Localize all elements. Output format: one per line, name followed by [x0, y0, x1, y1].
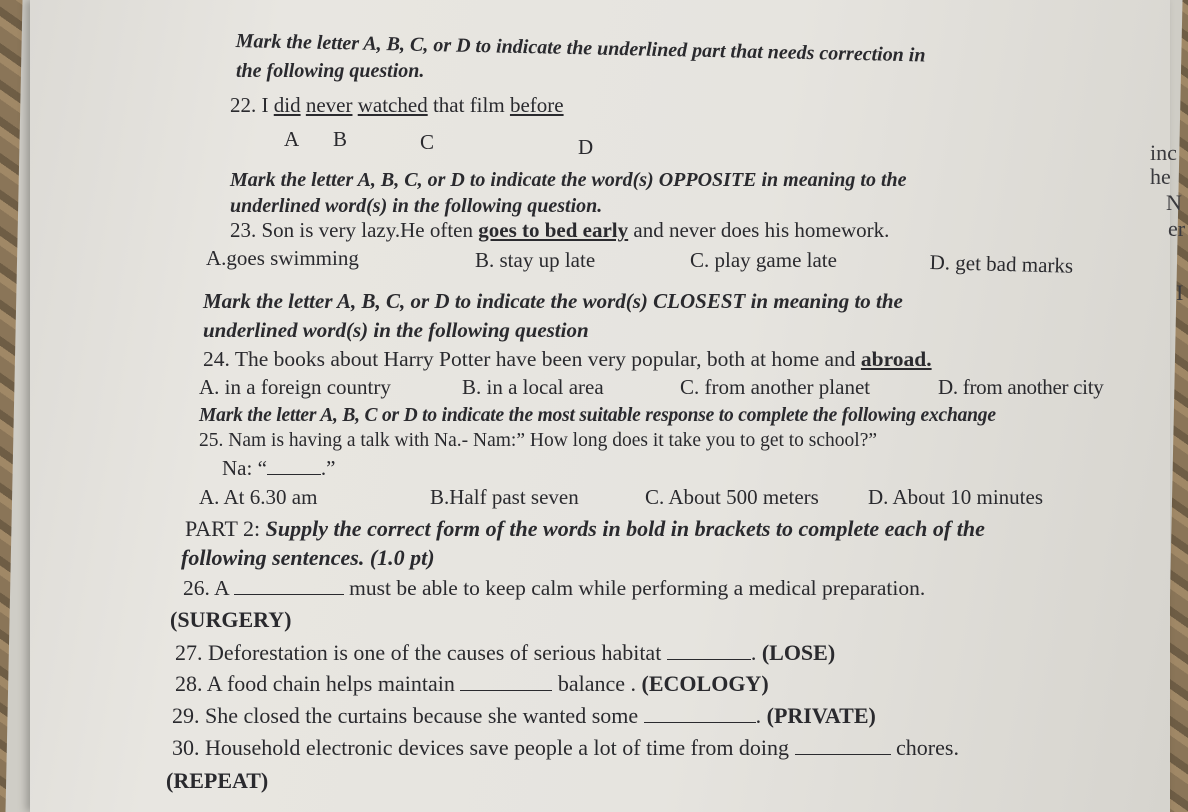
q22-underlined-b: never: [305, 93, 353, 117]
q25-option-b: B.Half past seven: [430, 485, 579, 509]
q29-blank[interactable]: [644, 706, 756, 723]
q24-option-a: A. in a foreign country: [199, 375, 391, 399]
q22-word-1: I: [261, 93, 269, 117]
question-29: [172, 703, 876, 729]
q28-word: (ECOLOGY): [641, 671, 769, 696]
question-25: 25. Nam is having a talk with Na.- Nam:” How long does it take you to get to school?”: [199, 430, 878, 451]
part2-title-line1: [185, 516, 985, 542]
instruction-q23-line1: Mark the letter A, B, C, or D to indicate the word(s) OPPOSITE in meaning to the: [230, 169, 907, 191]
q25-na-prefix: Na: “: [222, 456, 267, 480]
q24-option-c: C. from another planet: [680, 375, 871, 399]
q22-label-a: A: [284, 127, 300, 151]
q25-na-line: [222, 456, 335, 481]
q22-underlined-a: did: [273, 93, 301, 117]
q24-option-d: D. from another city: [938, 375, 1104, 399]
question-23: [230, 218, 889, 243]
q30-blank[interactable]: [795, 738, 891, 755]
facing-page-fragment-2: he: [1150, 164, 1171, 189]
q26-stem: 26. A: [183, 576, 229, 600]
q22-label-b: B: [333, 127, 348, 151]
q24-stem: 24. The books about Harry Potter have been very popular, both at home and: [203, 347, 856, 371]
q25-blank[interactable]: [267, 458, 321, 475]
q25-option-d: D. About 10 minutes: [868, 485, 1044, 509]
facing-page-fragment-5: I: [1176, 280, 1184, 305]
q29-stem: 29. She closed the curtains because she wanted some: [172, 703, 639, 728]
q30-word: (REPEAT): [166, 768, 269, 793]
q27-blank[interactable]: [667, 643, 751, 660]
q25-na-suffix: .”: [320, 456, 336, 480]
instruction-q22-line2: the following question.: [236, 60, 425, 82]
instruction-q22-line1: Mark the letter A, B, C, or D to indicate the underlined part that needs correction in: [235, 30, 926, 67]
facing-page-fragment-1: inc: [1150, 140, 1177, 165]
q24-underlined: abroad.: [860, 347, 932, 371]
question-22: [230, 93, 564, 118]
q25-option-a: A. At 6.30 am: [199, 485, 318, 509]
q29-dot: .: [755, 703, 767, 728]
instruction-q25: Mark the letter A, B, C or D to indicate the most suitable response to complete the following exchange: [199, 405, 996, 426]
part2-label: PART 2:: [185, 516, 261, 541]
q24-option-b: B. in a local area: [462, 375, 604, 399]
q22-number: 22.: [230, 93, 257, 117]
q27-stem: 27. Deforestation is one of the causes of serious habitat: [175, 640, 662, 665]
question-24: [203, 347, 932, 372]
instruction-q24-line1: Mark the letter A, B, C, or D to indicate the word(s) CLOSEST in meaning to the: [203, 289, 903, 313]
q22-underlined-c: watched: [357, 93, 428, 117]
q27-word: (LOSE): [761, 640, 836, 665]
part2-instruction: Supply the correct form of the words in bold in brackets to complete each of the: [265, 516, 985, 541]
q23-underlined: goes to bed early: [478, 218, 629, 242]
q25-option-c: C. About 500 meters: [645, 485, 819, 509]
q27-dot: .: [750, 640, 762, 665]
q23-option-d: D. get bad marks: [929, 250, 1074, 278]
part2-title-line2: following sentences. (1.0 pt): [181, 545, 435, 570]
q23-option-b: B. stay up late: [475, 248, 596, 272]
q22-label-d: D: [578, 135, 594, 159]
q23-stem-end: and never does his homework.: [633, 218, 890, 242]
q29-word: (PRIVATE): [766, 703, 876, 728]
q23-option-c: C. play game late: [690, 248, 837, 272]
q26-blank[interactable]: [234, 578, 344, 595]
facing-page-fragment-3: N: [1166, 190, 1182, 215]
instruction-q24-line2: underlined word(s) in the following question: [203, 318, 589, 342]
q22-label-c: C: [420, 130, 435, 154]
q23-stem: 23. Son is very lazy.He often: [230, 218, 473, 242]
q26-stem-end: must be able to keep calm while performing a medical preparation.: [349, 576, 926, 600]
question-27: [175, 640, 835, 666]
question-30: [172, 735, 959, 761]
q28-stem: 28. A food chain helps maintain: [175, 671, 455, 696]
q22-word-5: that film: [432, 93, 505, 117]
q26-word: (SURGERY): [170, 607, 292, 632]
q28-stem-end: balance .: [557, 671, 642, 696]
q23-option-a: A.goes swimming: [206, 246, 359, 270]
q30-stem: 30. Household electronic devices save people a lot of time from doing: [172, 735, 790, 760]
q30-stem-end: chores.: [896, 735, 959, 760]
facing-page-fragment-4: er: [1168, 216, 1186, 241]
question-28: [175, 671, 769, 697]
q28-blank[interactable]: [460, 674, 552, 691]
question-26: [183, 576, 925, 601]
instruction-q23-line2: underlined word(s) in the following question.: [230, 195, 603, 217]
q22-underlined-d: before: [509, 93, 564, 117]
